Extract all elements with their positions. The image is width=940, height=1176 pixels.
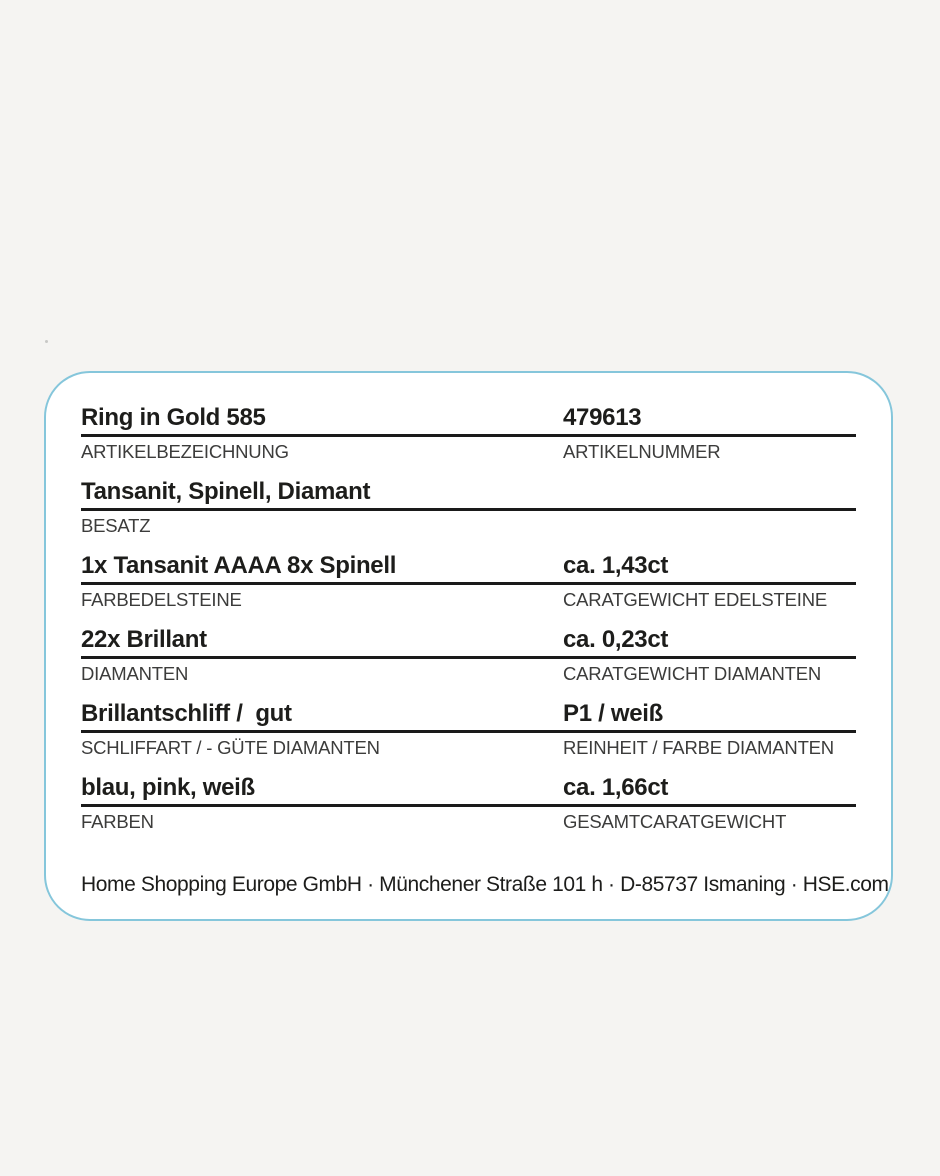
row-divider <box>81 434 856 437</box>
product-spec-card <box>44 371 893 921</box>
article-name-label: ARTIKELBEZEICHNUNG <box>81 441 289 462</box>
gemstones-carat-value: ca. 1,43ct <box>563 552 669 579</box>
row-divider <box>81 656 856 659</box>
spec-row-gemstones <box>81 551 856 611</box>
diamonds-carat-label: CARATGEWICHT DIAMANTEN <box>563 663 822 684</box>
spec-row-cut-clarity <box>81 699 856 759</box>
besatz-value-right <box>563 477 856 507</box>
spec-row-colors-total <box>81 773 856 833</box>
clarity-label: REINHEIT / FARBE DIAMANTEN <box>563 737 834 758</box>
row-divider <box>81 508 856 511</box>
besatz-label: BESATZ <box>81 515 151 536</box>
gemstones-carat-label: CARATGEWICHT EDELSTEINE <box>563 589 828 610</box>
diamonds-carat-value: ca. 0,23ct <box>563 626 669 653</box>
total-carat-label: GESAMTCARATGEWICHT <box>563 811 787 832</box>
cut-label: SCHLIFFART / - GÜTE DIAMANTEN <box>81 737 380 758</box>
cut-value: Brillantschliff / gut <box>81 700 292 727</box>
besatz-label-right <box>563 514 856 537</box>
besatz-value: Tansanit, Spinell, Diamant <box>81 478 371 505</box>
spec-row-diamonds <box>81 625 856 685</box>
row-divider <box>81 582 856 585</box>
clarity-value: P1 / weiß <box>563 700 664 727</box>
article-number-label: ARTIKELNUMMER <box>563 441 721 462</box>
diamonds-value: 22x Brillant <box>81 626 207 653</box>
article-number-value: 479613 <box>563 404 642 431</box>
row-divider <box>81 730 856 733</box>
colors-label: FARBEN <box>81 811 154 832</box>
row-divider <box>81 804 856 807</box>
spec-row-besatz <box>81 477 856 537</box>
company-address-footer: Home Shopping Europe GmbH · Münchener Straße 101 h · D-85737 Ismaning · HSE.com <box>81 873 889 896</box>
colors-value: blau, pink, weiß <box>81 774 255 801</box>
article-name-value: Ring in Gold 585 <box>81 404 266 431</box>
dust-speck <box>45 340 48 343</box>
total-carat-value: ca. 1,66ct <box>563 774 669 801</box>
spec-row-article <box>81 403 856 463</box>
gemstones-label: FARBEDELSTEINE <box>81 589 242 610</box>
gemstones-value: 1x Tansanit AAAA 8x Spinell <box>81 552 397 579</box>
diamonds-label: DIAMANTEN <box>81 663 189 684</box>
